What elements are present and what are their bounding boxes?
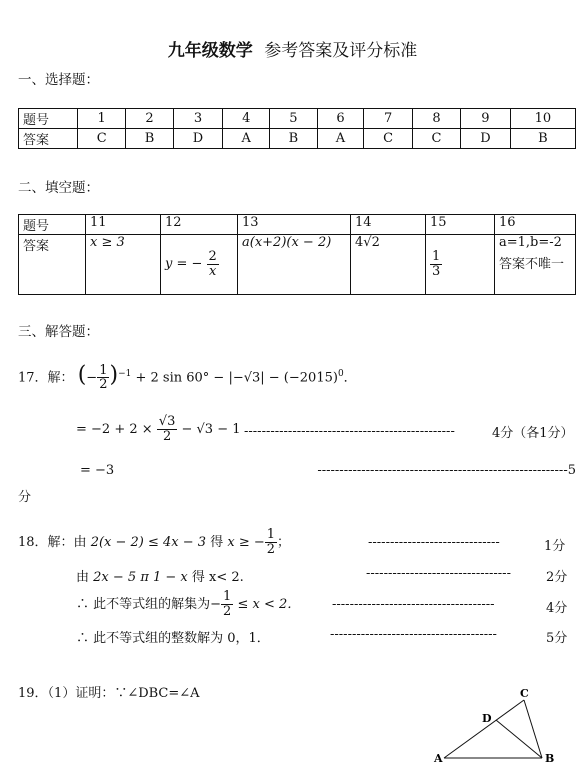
q18-l2-pre: 由 bbox=[76, 570, 90, 585]
q17-rest: + 2 sin 60° − |−√3| − (−2015) bbox=[135, 370, 338, 386]
q19-line1: 19．（1）证明：∵∠DBC=∠A bbox=[18, 686, 200, 701]
fraction-numerator: 1 bbox=[223, 589, 232, 605]
section-solve-heading: 三、解答题： bbox=[18, 324, 99, 340]
point-a-label: A bbox=[434, 752, 443, 765]
fraction-numerator: 1 bbox=[99, 362, 108, 378]
page-title bbox=[0, 36, 585, 61]
fraction-numerator: √3 bbox=[158, 413, 176, 429]
answer-cell: B bbox=[126, 129, 173, 149]
q18-l1-end: ； bbox=[277, 535, 291, 550]
answer-cell: A bbox=[223, 129, 270, 149]
q17-step1 bbox=[76, 410, 241, 450]
fraction-numerator: 1 bbox=[432, 249, 441, 265]
answer-cell: D bbox=[461, 129, 511, 149]
q17-step1-fraction bbox=[157, 415, 178, 445]
q18-l1-score: 1分 bbox=[544, 539, 566, 554]
q18-line4: ∴ 此不等式组的整数解为 0，1． bbox=[76, 631, 270, 646]
q17-minus: − bbox=[86, 370, 98, 386]
question-number: 8 bbox=[412, 109, 460, 129]
q17-step1-dashes: ------------------------------------------------ bbox=[244, 424, 455, 439]
side-ac bbox=[444, 700, 524, 758]
answer-12-fraction bbox=[207, 250, 219, 278]
fraction-denominator: 2 bbox=[99, 377, 108, 393]
q17-step1-pre: = −2 + 2 × bbox=[76, 422, 153, 437]
q17-step1-score: 4分（各1分） bbox=[492, 426, 574, 441]
question-number: 6 bbox=[317, 109, 364, 129]
q17-zero-exp: 0 bbox=[337, 369, 344, 379]
question-number: 4 bbox=[223, 109, 270, 129]
header-label: 题号 bbox=[19, 109, 78, 129]
fill-answer-table bbox=[18, 214, 576, 295]
answer-16 bbox=[495, 235, 576, 295]
fraction-denominator: x bbox=[209, 264, 217, 279]
title-rest: 参考答案及评分标准 bbox=[264, 41, 418, 61]
point-b-label: B bbox=[545, 752, 555, 765]
answer-cell: D bbox=[173, 129, 223, 149]
q17-expression bbox=[18, 356, 357, 392]
question-number: 9 bbox=[461, 109, 511, 129]
answer-12 bbox=[161, 235, 238, 295]
q18-line2 bbox=[76, 566, 244, 585]
segment-bd bbox=[496, 720, 542, 758]
q18-line3 bbox=[76, 588, 300, 622]
q18-l1-mid: 得 bbox=[210, 535, 224, 550]
answer-13 bbox=[238, 235, 351, 295]
answer-label: 答案 bbox=[19, 235, 86, 295]
answer-11-text: x ≥ 3 bbox=[90, 235, 125, 250]
fraction-denominator: 2 bbox=[162, 429, 172, 444]
q18-line1 bbox=[18, 526, 290, 560]
q17-step2: = −3 bbox=[80, 463, 115, 478]
question-number: 13 bbox=[238, 215, 351, 235]
q18-ineq2: 2x − 5 π 1 − x bbox=[93, 570, 188, 585]
answer-15 bbox=[426, 235, 495, 295]
fraction-numerator: 2 bbox=[208, 249, 217, 265]
table-row bbox=[19, 235, 576, 295]
table-row bbox=[19, 129, 576, 149]
section-choice-heading: 一、选择题： bbox=[18, 72, 99, 88]
question-number: 15 bbox=[426, 215, 495, 235]
radical-icon: √ bbox=[363, 235, 372, 250]
question-number: 3 bbox=[173, 109, 223, 129]
answer-15-fraction bbox=[430, 250, 442, 278]
header-label: 题号 bbox=[19, 215, 86, 235]
q18-l3-post: ≤ x < 2． bbox=[237, 597, 301, 612]
point-c-label: C bbox=[520, 687, 529, 700]
paren-open-icon: ( bbox=[77, 362, 87, 388]
answer-13-text: a(x+2)(x − 2) bbox=[242, 235, 332, 250]
paren-close-icon: ) bbox=[109, 362, 119, 388]
question-number: 11 bbox=[86, 215, 161, 235]
question-number: 5 bbox=[270, 109, 317, 129]
q18-l1-fraction bbox=[265, 528, 277, 556]
answer-cell: C bbox=[78, 129, 126, 149]
answer-14-radicand: 2 bbox=[371, 235, 380, 250]
q17-step2-dashes: ---------------------------------------------------------5 bbox=[317, 463, 576, 478]
q18-l3-score: 4分 bbox=[546, 601, 568, 616]
title-bold: 九年级数学 bbox=[167, 41, 253, 61]
q17-step2-wrap: 分 bbox=[18, 490, 32, 505]
question-number: 16 bbox=[495, 215, 576, 235]
q18-l3-fraction bbox=[221, 590, 233, 618]
answer-14 bbox=[351, 235, 426, 295]
answer-cell: C bbox=[364, 129, 412, 149]
answer-16-line2: 答案不唯一 bbox=[499, 257, 565, 272]
answer-16-line1: a=1,b=-2 bbox=[499, 235, 562, 250]
q18-label: 18．解：由 bbox=[18, 535, 87, 550]
choice-answer-table bbox=[18, 108, 576, 149]
q17-dot: ． bbox=[343, 370, 357, 386]
fraction-numerator: 1 bbox=[266, 527, 276, 543]
fraction-denominator: 2 bbox=[266, 542, 276, 557]
q18-l4-score: 5分 bbox=[546, 631, 568, 646]
q18-ineq1: 2(x − 2) ≤ 4x − 3 bbox=[90, 535, 207, 550]
question-number: 1 bbox=[78, 109, 126, 129]
q18-l3-pre: ∴ 此不等式组的解集为 bbox=[76, 597, 211, 612]
q18-l3-dashes: ------------------------------------- bbox=[332, 597, 495, 612]
q17-label: 17．解： bbox=[18, 370, 74, 386]
q18-l3-minus: − bbox=[210, 597, 222, 612]
answer-label: 答案 bbox=[19, 129, 78, 149]
triangle-diagram bbox=[420, 686, 570, 770]
question-number: 2 bbox=[126, 109, 173, 129]
side-bc bbox=[524, 700, 542, 758]
q17-fraction bbox=[97, 364, 109, 392]
table-row bbox=[19, 215, 576, 235]
q18-l2-score: 2分 bbox=[546, 570, 568, 585]
answer-cell: A bbox=[317, 129, 364, 149]
q18-l4-dashes: -------------------------------------- bbox=[330, 627, 497, 642]
table-row bbox=[19, 109, 576, 129]
fraction-denominator: 2 bbox=[223, 604, 232, 619]
section-fill-heading: 二、填空题： bbox=[18, 180, 99, 196]
q17-step1-post: − √3 − 1 bbox=[181, 422, 241, 437]
answer-cell: B bbox=[270, 129, 317, 149]
q18-l2-dashes: --------------------------------- bbox=[366, 566, 511, 581]
answer-cell: C bbox=[412, 129, 460, 149]
answer-cell: B bbox=[510, 129, 575, 149]
point-d-label: D bbox=[482, 712, 492, 725]
answer-11 bbox=[86, 235, 161, 295]
answer-12-prefix: y = − bbox=[165, 257, 203, 272]
q18-l2-mid: 得 x< 2. bbox=[191, 570, 244, 585]
fraction-denominator: 3 bbox=[432, 264, 441, 279]
q18-l1-dashes: ------------------------------ bbox=[368, 535, 500, 550]
q18-l1-res: x ≥ − bbox=[227, 535, 265, 550]
question-number: 14 bbox=[351, 215, 426, 235]
q17-exponent: −1 bbox=[118, 369, 132, 379]
question-number: 12 bbox=[161, 215, 238, 235]
question-number: 7 bbox=[364, 109, 412, 129]
answer-14-coef: 4 bbox=[355, 235, 364, 250]
question-number: 10 bbox=[510, 109, 575, 129]
